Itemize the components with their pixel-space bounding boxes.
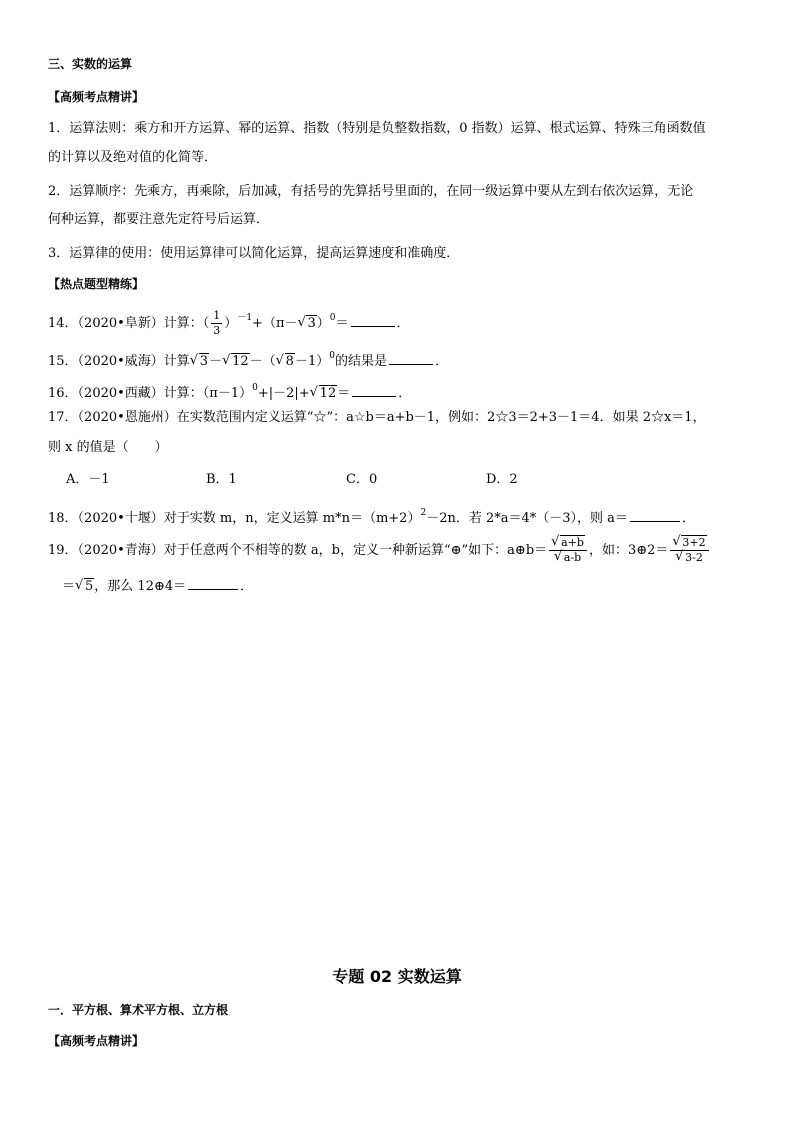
question-17-line1: 17．（2020•恩施州）在实数范围内定义运算“☆”：a☆b＝a+b－1，例如：2☆3＝2+3－1＝4．如果 2☆x＝1，	[48, 410, 706, 425]
fraction-one-third: $\frac{1}{3}$	[213, 309, 221, 337]
choice-a: A．－1	[66, 472, 110, 487]
question-14: 14．（2020•阜新）计算：（ $\frac{1}{3}$ ）$^{-1}$+（π－√ 3）$^0$＝ ．	[48, 308, 410, 338]
question-18: 18．（2020•十堰）对于实数 m，n，定义运算 $m*n=(m+2)^2-2n$．若 2*a＝4*（－3），则 a＝ ．	[48, 508, 695, 526]
tag-high-frequency-2: 【高频考点精讲】	[48, 1034, 145, 1048]
point1-line1: 1．运算法则：乘方和开方运算、幂的运算、指数（特别是负整数指数，0 指数）运算、根式运算、特殊三角函数值	[48, 121, 706, 136]
tag-high-frequency: 【高频考点精讲】	[48, 90, 145, 104]
topic-title: 专题 02 实数运算	[332, 967, 462, 986]
answer-blank	[630, 508, 680, 522]
choice-d: D．2	[486, 472, 518, 487]
point3: 3．运算律的使用：使用运算律可以简化运算，提高运算速度和准确度．	[48, 246, 460, 261]
question-15: 15．（2020•威海）计算√ 3－√ 12－（√ 8－1）$^0$的结果是 ．	[48, 346, 448, 372]
choice-b: B．1	[206, 472, 237, 487]
point2-line2: 何种运算，都要注意先定符号后运算．	[48, 212, 270, 227]
sqrt-3: √ 3	[297, 314, 316, 334]
answer-blank	[352, 383, 396, 397]
answer-blank	[351, 313, 395, 327]
answer-blank	[188, 576, 238, 590]
tag-hot-questions: 【热点题型精练】	[48, 277, 145, 291]
point2-line1: 2．运算顺序：先乘方，再乘除，后加减，有括号的先算括号里面的，在同一级运算中要从左到右依次运算，无论	[48, 184, 694, 199]
fraction-definition: √ a+b √ a-b	[549, 536, 587, 565]
question-19-line1: 19．（2020•青海）对于任意两个不相等的数 a，b，定义一种新运算“⊕”如下：a⊕b＝ √ a+b √ a-b ，如：3⊕2＝ √ 3+2 √ 3-2	[48, 536, 711, 565]
question-17-line2: 则 x 的值是（ ）	[48, 440, 168, 455]
section3-heading: 三、实数的运算	[48, 57, 133, 71]
point1-line2: 的计算以及绝对值的化简等．	[48, 150, 218, 165]
question-19-line2: ＝√ 5，那么 12⊕4＝ ．	[62, 576, 253, 597]
subsection-heading: 一．平方根、算术平方根、立方根	[48, 1003, 229, 1017]
fraction-example: √ 3+2 √ 3-2	[670, 536, 708, 565]
answer-blank	[389, 351, 433, 365]
question-17-choices	[66, 470, 626, 490]
choice-c: C．0	[346, 472, 378, 487]
question-16: 16．（2020•西藏）计算：$(\pi-1)^0+|-2|+√$ 12＝ ．	[48, 378, 411, 404]
